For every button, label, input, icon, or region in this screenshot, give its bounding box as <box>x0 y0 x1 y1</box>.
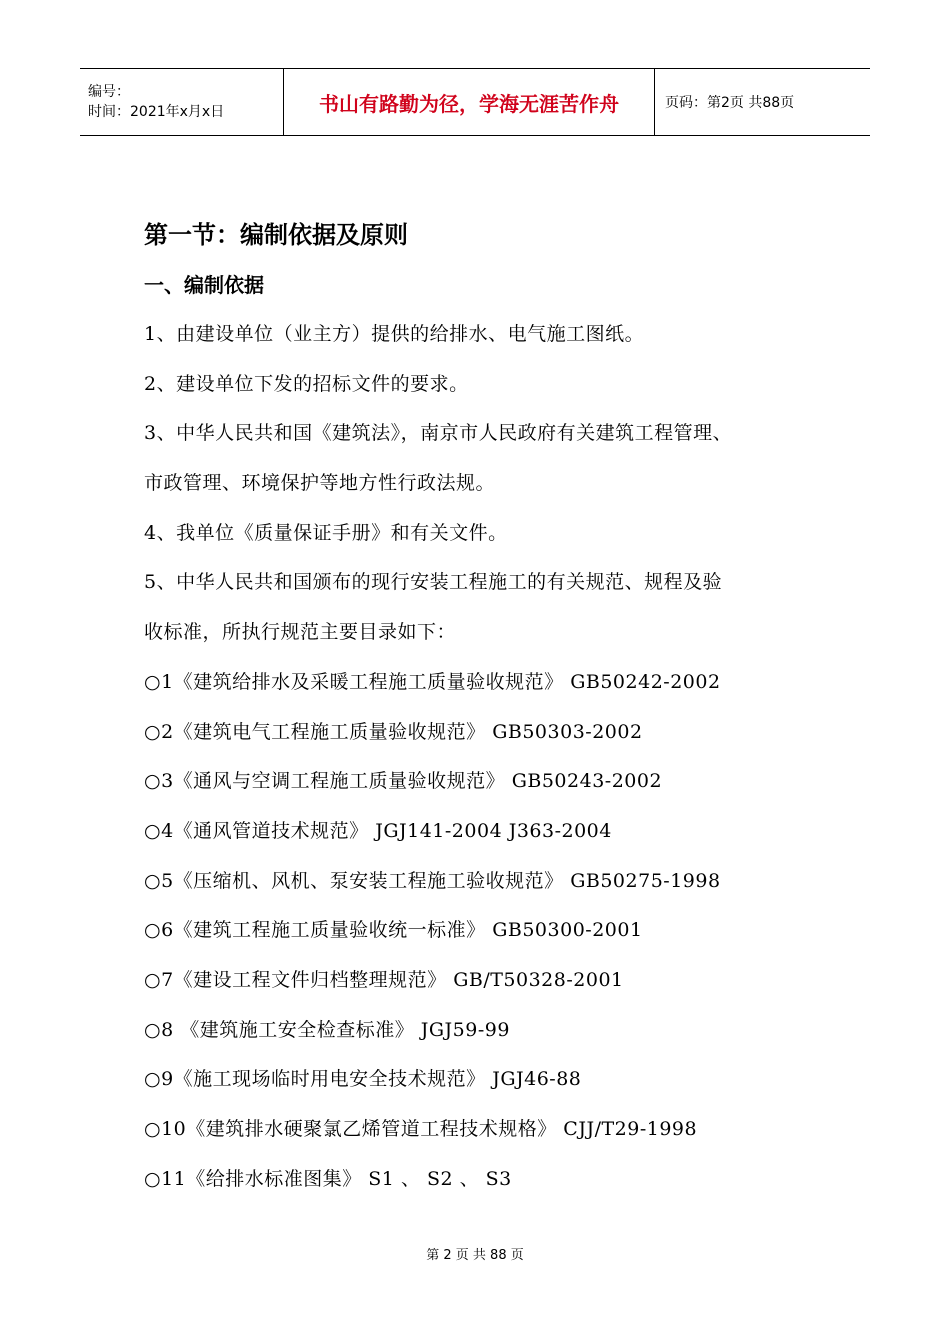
standard-item: ○9《施工现场临时用电安全技术规范》 JGJ46-88 <box>144 1068 582 1091</box>
body-line: 4、我单位《质量保证手册》和有关文件。 <box>144 521 508 544</box>
standard-item: ○11《给排水标准图集》 S1 、 S2 、 S3 <box>144 1167 512 1190</box>
page-footer <box>0 1244 950 1263</box>
document-header <box>80 68 870 136</box>
body-line: 2、建设单位下发的招标文件的要求。 <box>144 372 469 395</box>
standard-item: ○7《建设工程文件归档整理规范》 GB/T50328-2001 <box>144 968 624 991</box>
body-line: 市政管理、环境保护等地方性行政法规。 <box>144 472 496 495</box>
standard-item: ○3《通风与空调工程施工质量验收规范》 GB50243-2002 <box>144 770 663 793</box>
standard-item: ○6《建筑工程施工质量验收统一标准》 GB50300-2001 <box>144 919 643 942</box>
standard-item: ○4《通风管道技术规范》 JGJ141-2004 J363-2004 <box>144 819 612 842</box>
motto-text: 书山有路勤为径，学海无涯苦作舟 <box>319 91 619 116</box>
document-body <box>144 210 844 1204</box>
section-title: 第一节：编制依据及原则 <box>144 221 408 249</box>
standard-item: ○2《建筑电气工程施工质量验收规范》 GB50303-2002 <box>144 720 643 743</box>
header-motto <box>283 69 655 135</box>
body-line: 收标准，所执行规范主要目录如下： <box>144 621 457 644</box>
footer-page-number: 第 2 页 共 88 页 <box>426 1248 524 1263</box>
standard-item: ○1《建筑给排水及采暖工程施工质量验收规范》 GB50242-2002 <box>144 670 721 693</box>
standard-item: ○8 《建筑施工安全检查标准》 JGJ59-99 <box>144 1018 510 1041</box>
header-page-info <box>655 69 870 135</box>
page-info-text: 页码：第2页 共88页 <box>665 95 795 111</box>
date-label: 时间：2021年x月x日 <box>88 104 225 120</box>
body-line: 1、由建设单位（业主方）提供的给排水、电气施工图纸。 <box>144 323 645 345</box>
header-meta <box>80 69 283 135</box>
body-line: 3、中华人民共和国《建筑法》，南京市人民政府有关建筑工程管理、 <box>144 422 733 445</box>
body-line: 5、中华人民共和国颁布的现行安装工程施工的有关规范、规程及验 <box>144 571 723 594</box>
standard-item: ○5《压缩机、风机、泵安装工程施工验收规范》 GB50275-1998 <box>144 869 721 892</box>
serial-label: 编号： <box>88 84 130 100</box>
standard-item: ○10《建筑排水硬聚氯乙烯管道工程技术规格》 CJJ/T29-1998 <box>144 1118 698 1140</box>
subsection-title: 一、编制依据 <box>144 273 264 297</box>
